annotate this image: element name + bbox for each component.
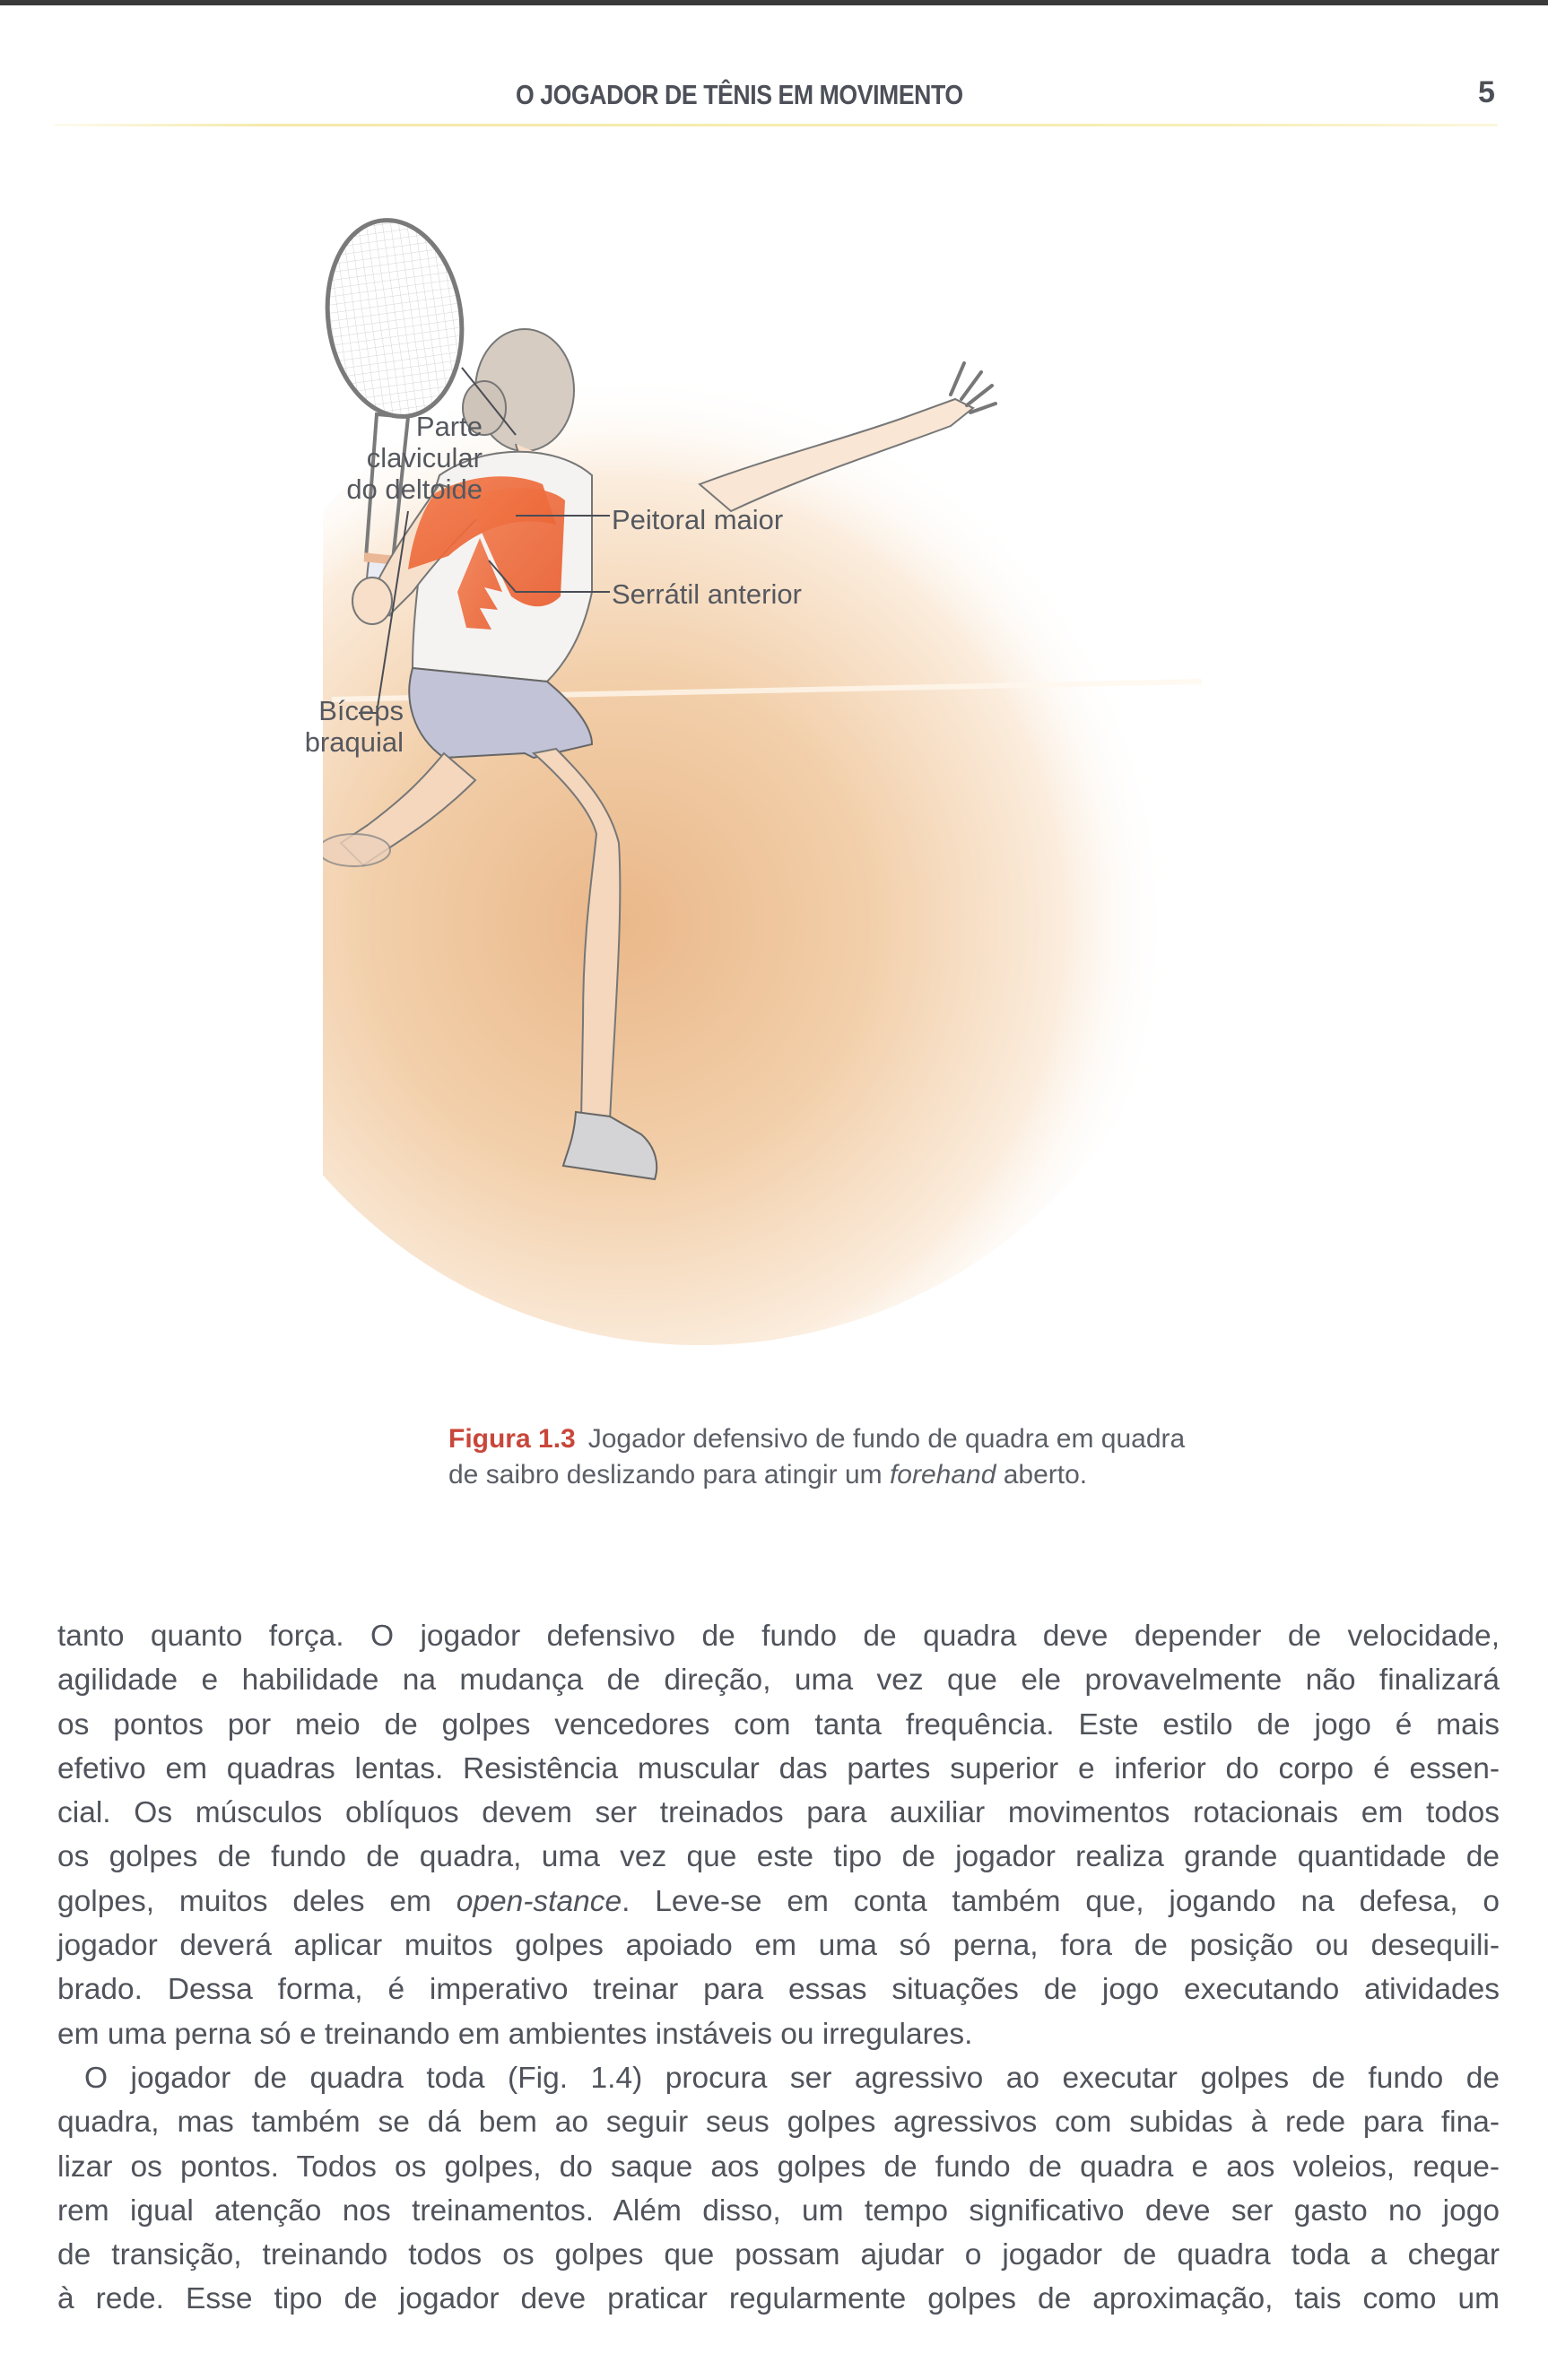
caption-text: Jogador defensivo de fundo de quadra em quadra de saibro deslizando para atingir um [448,1424,1186,1490]
body-line: cial. Os músculos oblíquos devem ser treinados para auxiliar movimentos rotacionais em todos [57,1796,1500,1830]
italic-term: open-stance [456,1884,622,1918]
body-line: de transição, treinando todos os golpes que possam ajudar o jogador de quadra toda a chegar [57,2238,1500,2272]
header-rule [54,124,1498,126]
figure-number: Figura 1.3 [448,1424,576,1454]
caption-text-end: aberto. [996,1460,1088,1490]
body-line: os pontos por meio de golpes vencedores com tanta frequência. Este estilo de jogo é mais [57,1707,1500,1742]
body-line: quadra, mas também se dá bem ao seguir seus golpes agressivos com subidas à rede para fina- [57,2106,1500,2140]
figure-1-3 [304,215,1220,1381]
body-text [57,1614,1500,2322]
body-line-with-italic: golpes, muitos deles em open-stance. Leve-se em conta também que, jogando na defesa, o [57,1884,1500,1918]
tennis-player-illustration [323,215,1220,1381]
body-line-paragraph-start: O jogador de quadra toda (Fig. 1.4) procura ser agressivo ao executar golpes de fundo de [84,2061,1500,2095]
body-line: efetivo em quadras lentas. Resistência muscular das partes superior e inferior do corpo é essen- [57,1751,1500,1785]
body-line: brado. Dessa forma, é imperativo treinar para essas situações de jogo executando atividades [57,1973,1500,2007]
figure-caption [448,1421,1220,1493]
body-line: os golpes de fundo de quadra, uma vez que este tipo de jogador realiza grande quantidade de [57,1840,1500,1874]
body-line-paragraph-end: em uma perna só e treinando em ambientes instáveis ou irregulares. [57,2017,973,2051]
body-line: jogador deverá aplicar muitos golpes apoiado em uma só perna, fora de posição ou desequili- [57,1929,1500,1963]
running-head: O JOGADOR DE TÊNIS EM MOVIMENTO [516,79,963,110]
body-line: rem igual atenção nos treinamentos. Além disso, um tempo significativo deve ser gasto no jogo [57,2193,1500,2228]
label-deltoid: Parte clavicular do deltoide [346,411,483,505]
body-line: lizar os pontos. Todos os golpes, do saque aos golpes de fundo de quadra e aos voleios, reque- [57,2150,1500,2184]
label-serratus: Serrátil anterior [612,578,802,610]
body-line: agilidade e habilidade na mudança de direção, uma vez que ele provavelmente não finalizará [57,1663,1500,1698]
label-pectoral: Peitoral maior [612,504,784,535]
body-line: tanto quanto força. O jogador defensivo de fundo de quadra deve depender de velocidade, [57,1620,1500,1653]
scan-top-edge [0,0,1548,5]
label-biceps: Bíceps braquial [304,695,404,758]
caption-italic-term: forehand [889,1460,996,1490]
page-number: 5 [1478,75,1495,109]
body-line: à rede. Esse tipo de jogador deve praticar regularmente golpes de aproximação, tais como um [57,2282,1500,2316]
